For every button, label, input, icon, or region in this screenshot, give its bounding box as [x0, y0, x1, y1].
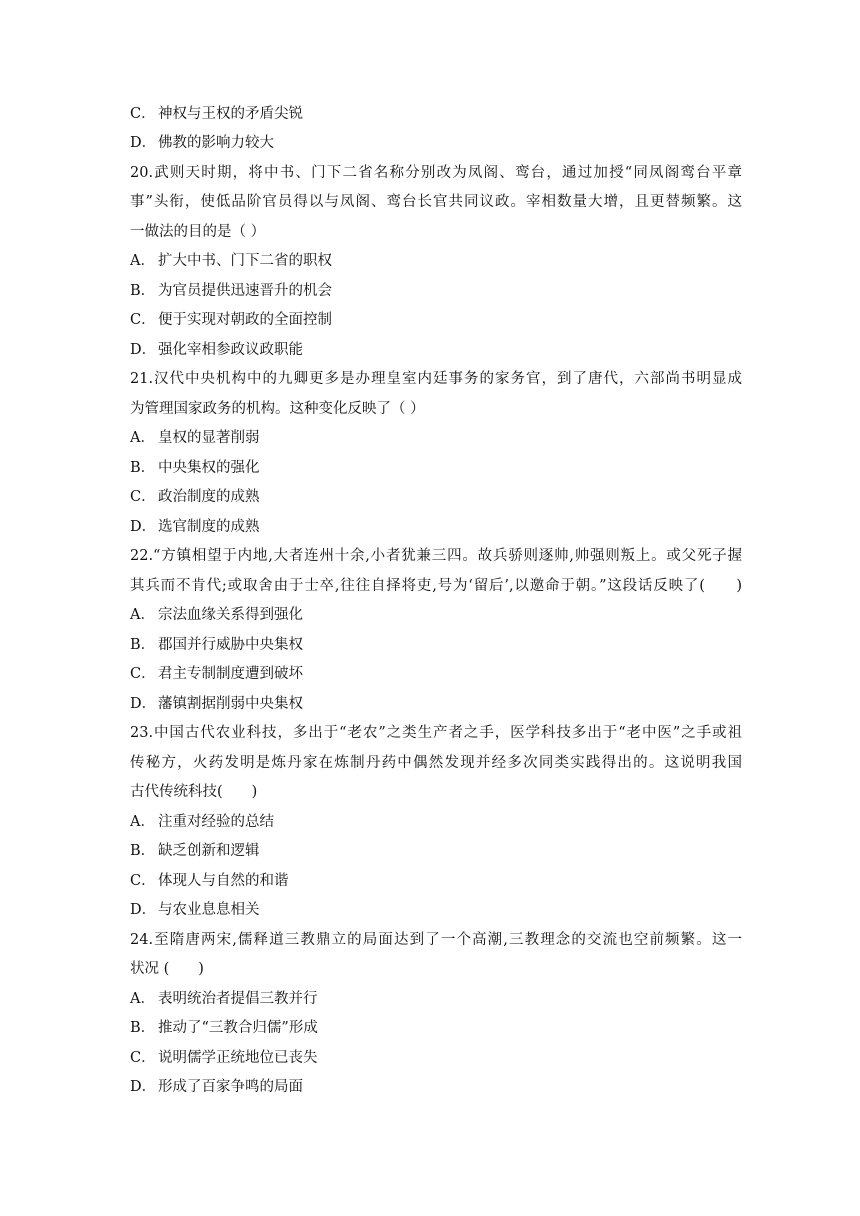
option-key: A． [130, 430, 155, 446]
q22-option-d [130, 694, 742, 714]
q19-option-c [130, 104, 742, 124]
q22-option-b [130, 635, 742, 655]
q21-option-d [130, 517, 742, 537]
q20-option-c [130, 310, 742, 330]
option-text: 便于实现对朝政的全面控制 [158, 312, 332, 328]
option-key: D． [130, 519, 157, 535]
q21-stem-line: 21.汉代中央机构中的九卿更多是办理皇室内廷事务的家务官，到了唐代，六部尚书明显成 [130, 371, 742, 387]
q20-option-b [130, 281, 742, 301]
q19-option-d [130, 133, 742, 153]
q20-option-a [130, 251, 742, 271]
option-text: 推动了“三教合归儒”形成 [158, 1020, 318, 1036]
option-key: A． [130, 991, 155, 1007]
q24-stem-line: 24.至隋唐两宋,儒释道三教鼎立的局面达到了一个高潮,三教理念的交流也空前频繁。这一 [130, 932, 742, 948]
option-key: B． [130, 460, 156, 476]
q23-option-b [130, 841, 742, 861]
option-key: B． [130, 637, 156, 653]
option-text: 神权与王权的矛盾尖锐 [158, 106, 303, 122]
option-text: 宗法血缘关系得到强化 [158, 607, 303, 623]
option-text: 皇权的显著削弱 [158, 430, 260, 446]
option-key: D． [130, 902, 157, 918]
q22-option-c [130, 664, 742, 684]
option-text: 佛教的影响力较大 [158, 135, 274, 151]
option-text: 扩大中书、门下二省的职权 [158, 253, 332, 269]
option-text: 君主专制制度遭到破坏 [158, 666, 303, 682]
option-key: B． [130, 283, 156, 299]
q21-stem-line: 为管理国家政务的机构。这种变化反映了（ ） [130, 401, 425, 417]
q24-option-a [130, 989, 742, 1009]
option-key: C． [130, 1050, 156, 1066]
q22-stem-line: 22.“方镇相望于内地,大者连州十余,小者犹兼三四。故兵骄则逐帅,帅强则叛上。或父死子握 [130, 548, 742, 564]
option-text: 为官员提供迅速晋升的机会 [158, 283, 332, 299]
option-key: D． [130, 1079, 157, 1095]
option-text: 说明儒学正统地位已丧失 [158, 1050, 318, 1066]
q21-option-b [130, 458, 742, 478]
q23-stem-line: 23.中国古代农业科技，多出于“老农”之类生产者之手，医学科技多出于“老中医”之手或祖 [130, 725, 742, 741]
option-key: C． [130, 873, 156, 889]
option-key: C． [130, 666, 156, 682]
option-text: 缺乏创新和逻辑 [158, 843, 260, 859]
option-text: 与农业息息相关 [158, 902, 260, 918]
q23-stem-line: 古代传统科技( ) [130, 784, 258, 800]
q23-option-a [130, 812, 742, 832]
q20-stem-line: 20.武则天时期，将中书、门下二省名称分别改为凤阁、鸾台，通过加授“同凤阁鸾台平章 [130, 165, 742, 181]
option-key: A． [130, 253, 155, 269]
option-key: A． [130, 814, 155, 830]
q20-stem-line: 事”头衔，使低品阶官员得以与凤阁、鸾台长官共同议政。宰相数量大增，且更替频繁。这 [130, 194, 742, 210]
option-key: A． [130, 607, 155, 623]
q22-stem-line: 其兵而不肯代;或取舍由于士卒,往往自择将吏,号为‘留后’,以邀命于朝。”这段话反映了( ) [130, 578, 742, 594]
option-text: 体现人与自然的和谐 [158, 873, 289, 889]
option-key: D． [130, 135, 157, 151]
option-text: 注重对经验的总结 [158, 814, 274, 830]
option-key: D． [130, 696, 157, 712]
q22-option-a [130, 605, 742, 625]
q20-stem-line: 一做法的目的是（ ） [130, 224, 266, 240]
option-text: 表明统治者提倡三教并行 [158, 991, 318, 1007]
q21-option-a [130, 428, 742, 448]
option-key: B． [130, 843, 156, 859]
option-key: D． [130, 342, 157, 358]
q24-option-b [130, 1018, 742, 1038]
option-key: C． [130, 312, 156, 328]
option-key: C． [130, 489, 156, 505]
q23-option-d [130, 900, 742, 920]
option-text: 形成了百家争鸣的局面 [158, 1079, 303, 1095]
q20-option-d [130, 340, 742, 360]
option-text: 强化宰相参政议政职能 [158, 342, 303, 358]
option-key: B． [130, 1020, 156, 1036]
q24-stem-line: 状况 ( ) [130, 961, 204, 977]
option-text: 选官制度的成熟 [158, 519, 260, 535]
q24-option-c [130, 1048, 742, 1068]
q21-option-c [130, 487, 742, 507]
option-key: C． [130, 106, 156, 122]
option-text: 政治制度的成熟 [158, 489, 260, 505]
q23-option-c [130, 871, 742, 891]
option-text: 郡国并行威胁中央集权 [158, 637, 303, 653]
q23-stem-line: 传秘方，火药发明是炼丹家在炼制丹药中偶然发现并经多次同类实践得出的。这说明我国 [130, 755, 742, 771]
q24-option-d [130, 1077, 742, 1097]
option-text: 藩镇割据削弱中央集权 [158, 696, 303, 712]
option-text: 中央集权的强化 [158, 460, 260, 476]
